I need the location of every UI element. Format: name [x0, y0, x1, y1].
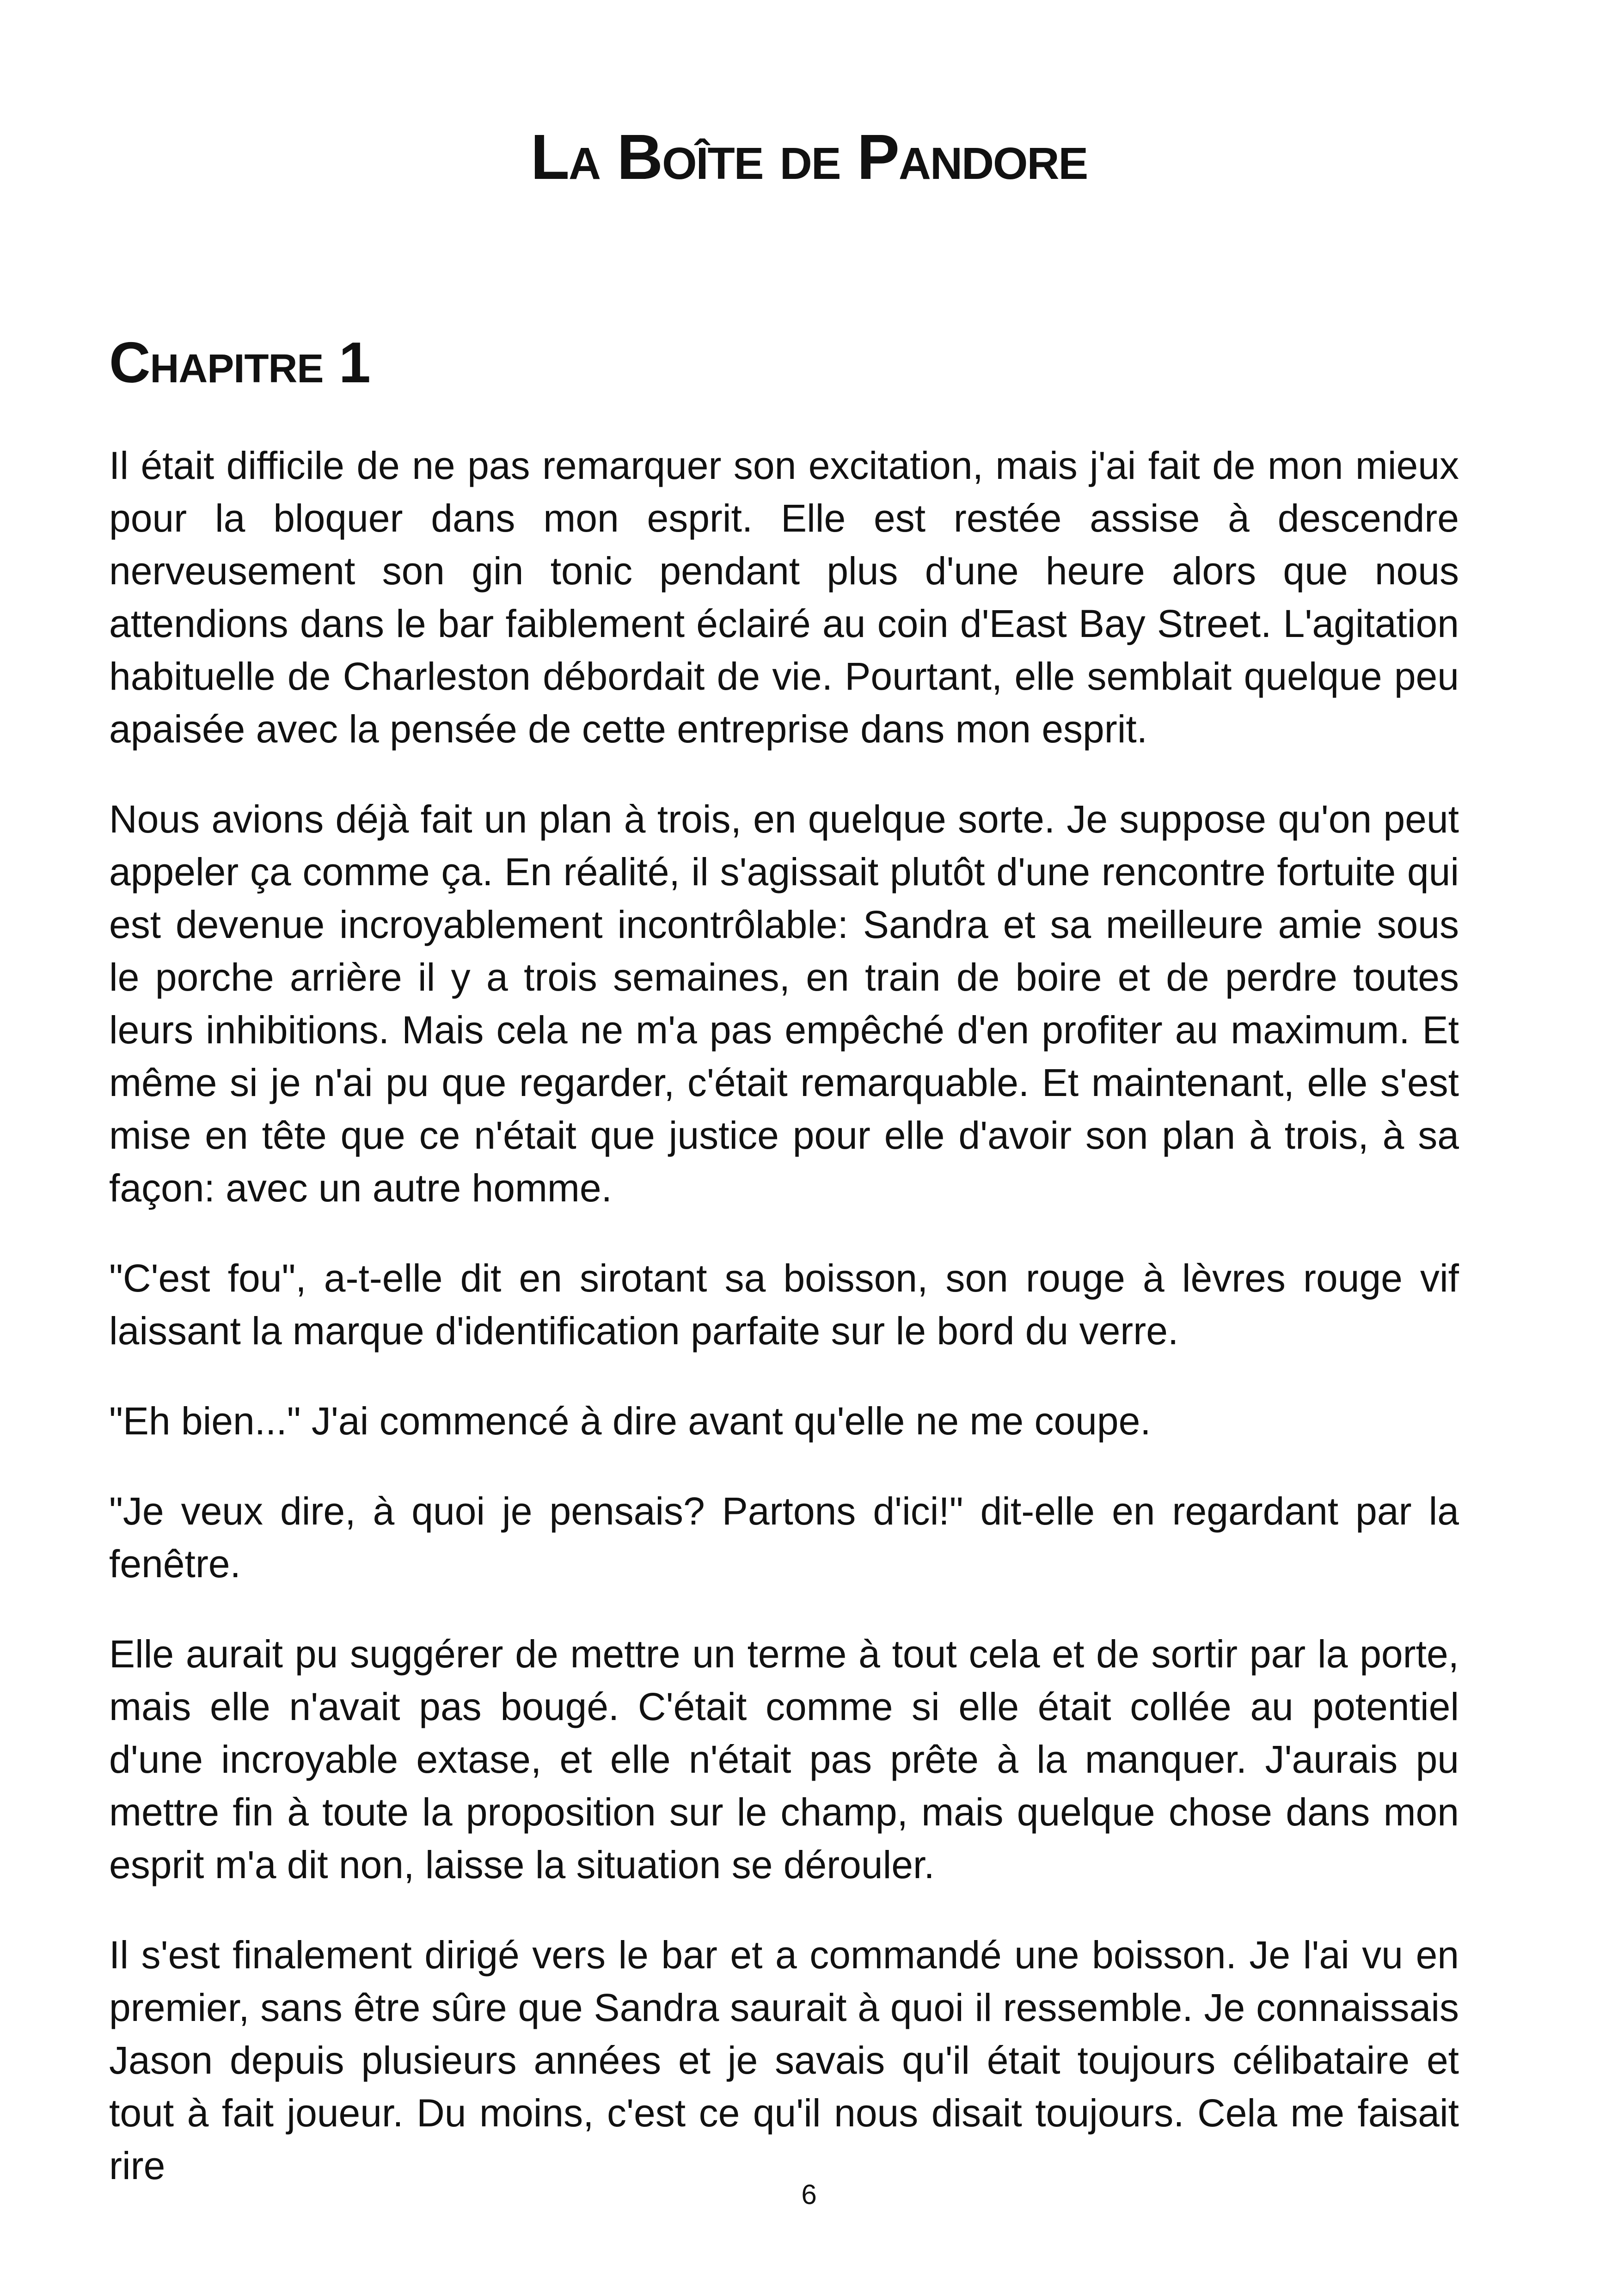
- paragraph: Elle aurait pu suggérer de mettre un terme à tout cela et de sortir par la porte, mais elle n'avait pas bougé. C'était comme si elle était collée au potentiel d'une incroyable extase, et elle n'était pas prête à la manquer. J'aurais pu mettre fin à toute la proposition sur le champ, mais quelque chose dans mon esprit m'a dit non, laisse la situation se dérouler.: [109, 1632, 1459, 1886]
- book-title: La Boîte de Pandore: [530, 122, 1088, 193]
- paragraph: Il s'est finalement dirigé vers le bar et a commandé une boisson. Je l'ai vu en premier, sans être sûre que Sandra saurait à quoi il ressemble. Je connaissais Jason depuis plusieurs années et je savais qu'il était toujours célibataire et tout à fait joueur. Du moins, c'est ce qu'il nous disait toujours. Cela me faisait rire: [109, 1933, 1459, 2187]
- chapter-body: [109, 439, 1459, 2229]
- paragraph: "Je veux dire, à quoi je pensais? Partons d'ici!" dit-elle en regardant par la fenêtre.: [109, 1489, 1459, 1586]
- page-number: 6: [801, 2179, 817, 2210]
- paragraph: Il était difficile de ne pas remarquer son excitation, mais j'ai fait de mon mieux pour la bloquer dans mon esprit. Elle est restée assise à descendre nerveusement son gin tonic pendant plus d'une heure alors que nous attendions dans le bar faiblement éclairé au coin d'East Bay Street. L'agitation habituelle de Charleston débordait de vie. Pourtant, elle semblait quelque peu apaisée avec la pensée de cette entreprise dans mon esprit.: [109, 444, 1459, 751]
- paragraph: "C'est fou", a-t-elle dit en sirotant sa boisson, son rouge à lèvres rouge vif laissant la marque d'identification parfaite sur le bord du verre.: [109, 1256, 1459, 1353]
- chapter-title: Chapitre 1: [109, 331, 370, 395]
- paragraph: Nous avions déjà fait un plan à trois, en quelque sorte. Je suppose qu'on peut appeler ça comme ça. En réalité, il s'agissait plutôt d'une rencontre fortuite qui est devenue incroyablement incontrôlable: Sandra et sa meilleure amie sous le porche arrière il y a trois semaines, en train de boire et de perdre toutes leurs inhibitions. Mais cela ne m'a pas empêché d'en profiter au maximum. Et même si je n'ai pu que regarder, c'était remarquable. Et maintenant, elle s'est mise en tête que ce n'était que justice pour elle d'avoir son plan à trois, à sa façon: avec un autre homme.: [109, 797, 1459, 1210]
- paragraph: "Eh bien..." J'ai commencé à dire avant qu'elle ne me coupe.: [109, 1399, 1151, 1443]
